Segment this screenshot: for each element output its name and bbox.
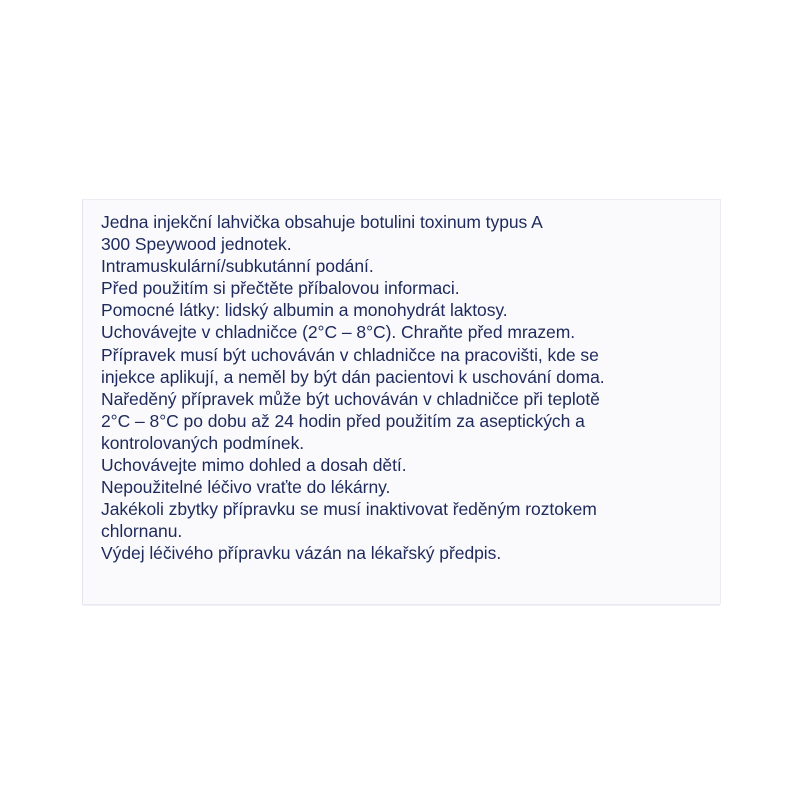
label-line: Naředěný přípravek může být uchováván v chladničce při teplotě [101, 388, 600, 409]
label-line: Před použitím si přečtěte příbalovou informaci. [101, 278, 460, 299]
label-line: Přípravek musí být uchováván v chladničce na pracovišti, kde se [101, 344, 599, 365]
label-line: Jedna injekční lahvička obsahuje botulini toxinum typus A [101, 212, 543, 232]
label-line: injekce aplikují, a neměl by být dán pacientovi k uschování doma. [101, 366, 605, 387]
label-line: Výdej léčivého přípravku vázán na lékařský předpis. [101, 543, 502, 564]
label-line: 300 Speywood jednotek. [101, 234, 292, 255]
label-line: Jakékoli zbytky přípravku se musí inaktivovat ředěným roztokem [101, 499, 597, 520]
label-line: 2°C – 8°C po dobu až 24 hodin před použitím za aseptických a [101, 410, 585, 431]
label-line: Uchovávejte mimo dohled a dosah dětí. [101, 455, 407, 476]
label-line: Pomocné látky: lidský albumin a monohydrát laktosy. [101, 300, 508, 321]
label-line: kontrolovaných podmínek. [101, 432, 305, 453]
label-line: Nepoužitelné léčivo vraťte do lékárny. [101, 477, 391, 498]
label-line: Uchovávejte v chladničce (2°C – 8°C). Chraňte před mrazem. [101, 322, 576, 343]
label-line: Intramuskulární/subkutánní podání. [101, 256, 374, 277]
label-line: chlornanu. [101, 521, 183, 542]
package-label-text [101, 211, 701, 565]
